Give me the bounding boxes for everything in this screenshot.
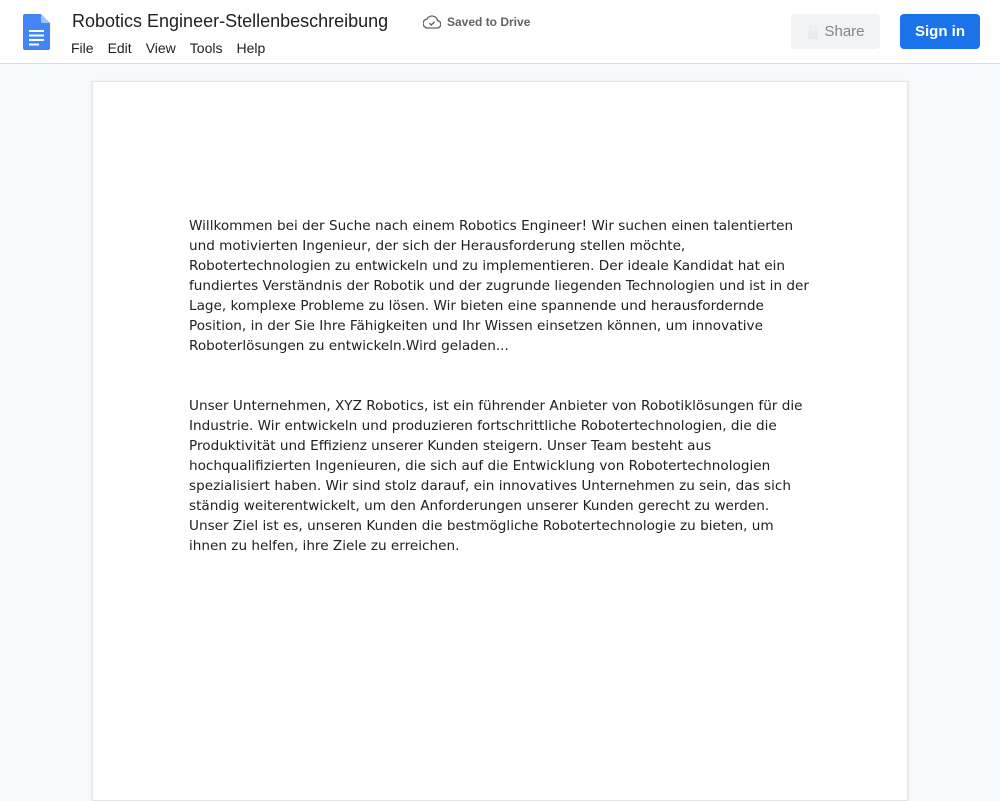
- google-docs-icon[interactable]: [23, 14, 50, 50]
- save-status[interactable]: [423, 14, 530, 30]
- document-page[interactable]: [92, 81, 908, 801]
- cloud-done-icon: [423, 15, 441, 29]
- menu-bar: [64, 38, 272, 58]
- sign-in-button[interactable]: Sign in: [900, 14, 980, 49]
- document-body[interactable]: [189, 216, 813, 596]
- share-button-label: Share: [824, 23, 865, 40]
- menu-edit[interactable]: Edit: [107, 40, 132, 56]
- menu-view[interactable]: View: [145, 40, 176, 56]
- save-status-label: Saved to Drive: [447, 15, 531, 29]
- document-canvas[interactable]: [0, 65, 1000, 768]
- paragraph-company: Unser Unternehmen, XYZ Robotics, ist ein führender Anbieter von Robotiklösungen für die Industrie. Wir entwickeln und produzieren fortschrittliche Robotertechnologien, die die Produktivität und Effizienz unserer Kunden steigern. Unser Team besteht aus hochqualifizierten Ingenieuren, die sich auf die Entwicklung von Robotertechnologien spezialisiert haben. Wir sind stolz darauf, ein innovatives Unternehmen zu sein, das sich ständig weiterentwickelt, um den Anforderungen unserer Kunden gerecht zu werden. Unser Ziel ist es, unseren Kunden die bestmögliche Robotertechnologie zu bieten, um ihnen zu helfen, ihre Ziele zu erreichen.: [189, 398, 803, 554]
- menu-tools[interactable]: Tools: [189, 40, 223, 56]
- paragraph-intro: Willkommen bei der Suche nach einem Robotics Engineer! Wir suchen einen talentierten und motivierten Ingenieur, der sich der Herausforderung stellen möchte, Robotertechnologien zu entwickeln und zu implementieren. Der ideale Kandidat hat ein fundiertes Verständnis der Robotik und der zugrunde liegenden Technologien und ist in der Lage, komplexe Probleme zu lösen. Wir bieten eine spannende und herausfordernde Position, in der Sie Ihre Fähigkeiten und Ihr Wissen einsetzen können, um innovative Roboterlösungen zu entwickeln.Wird geladen...: [189, 218, 809, 354]
- lock-icon: [806, 25, 820, 39]
- app-header: [0, 0, 1000, 64]
- menu-help[interactable]: Help: [236, 40, 266, 56]
- document-title[interactable]: Robotics Engineer-Stellenbeschreibung: [72, 11, 389, 31]
- menu-file[interactable]: File: [71, 40, 94, 56]
- share-button[interactable]: [791, 14, 880, 49]
